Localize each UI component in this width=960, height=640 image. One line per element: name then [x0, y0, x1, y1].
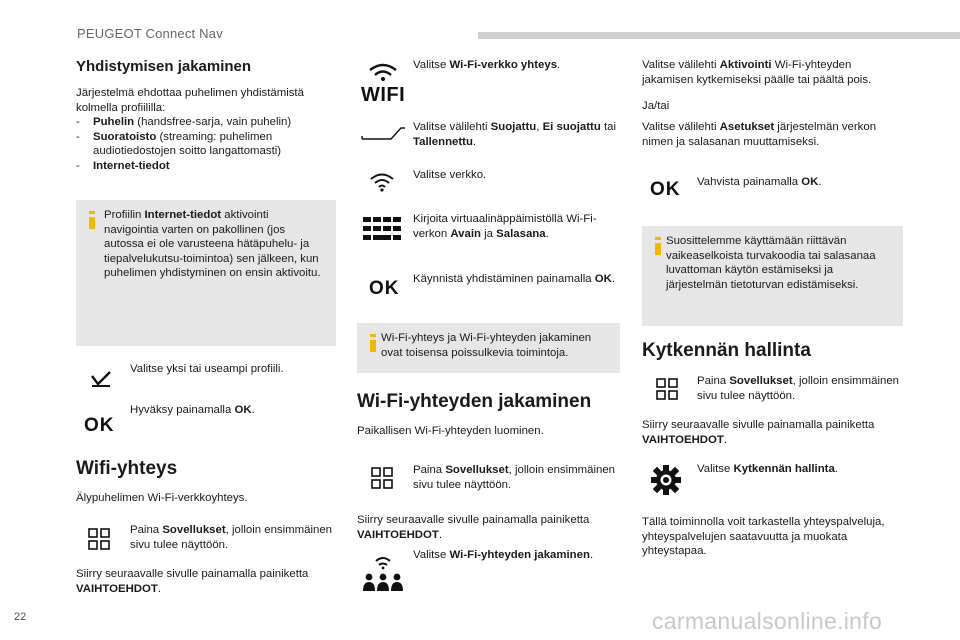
- info-icon: [84, 210, 100, 230]
- step-confirm-ok: Hyväksy painamalla OK.: [130, 404, 255, 416]
- list-item: - Internet-tiedot: [76, 159, 170, 172]
- connection-management-description: Tällä toiminnolla voit tarkastella yhteyspalveluja, yhteyspalvelujen saatavuutta ja muokata yhteystapaa.: [642, 516, 885, 557]
- step-next-page: Siirry seuraavalle sivulle painamalla painiketta VAIHTOEHDOT.: [357, 514, 590, 541]
- apps-grid-icon: [656, 378, 678, 400]
- step-select-wifi-network-connection: Valitse Wi-Fi-verkko yhteys.: [413, 59, 561, 71]
- tab-icon: [361, 126, 405, 140]
- heading-connection-management: Kytkennän hallinta: [642, 340, 811, 361]
- and-or-text: Ja/tai: [642, 100, 670, 112]
- watermark: carmanualsonline.info: [652, 608, 883, 634]
- activation-tab-text: Valitse välilehti Aktivointi Wi-Fi-yhteyden jakamisen kytkemiseksi päälle tai päältä pois.: [642, 59, 872, 86]
- info-icon: [365, 333, 381, 353]
- info-text: Profiilin Internet-tiedot aktivointi navigointia varten on pakollinen (jos autossa ei ole varusteena hätäpuhelu- ja tiepalvelukutsu-toimintoa) sen jälkeen, kun puhelimen yhdistyminen on ensin aktivoitu.: [104, 209, 321, 279]
- step-enter-key-password: Kirjoita virtuaalinäppäimistöllä Wi-Fi-verkon Avain ja Salasana.: [413, 213, 597, 240]
- step-select-network: Valitse verkko.: [413, 169, 487, 181]
- info-box-security-code: [642, 226, 903, 326]
- step-press-apps: Paina Sovellukset, jolloin ensimmäinen sivu tulee näyttöön.: [413, 464, 615, 491]
- step-select-connection-management: Valitse Kytkennän hallinta.: [697, 463, 838, 475]
- heading-connection-sharing: Yhdistymisen jakaminen: [76, 58, 252, 75]
- step-select-tab-security: Valitse välilehti Suojattu, Ei suojattu tai Tallennettu.: [413, 121, 617, 148]
- step-select-wifi-sharing: Valitse Wi-Fi-yhteyden jakaminen.: [413, 549, 594, 561]
- running-header-title: PEUGEOT Connect Nav: [77, 26, 223, 41]
- step-next-page: Siirry seuraavalle sivulle painamalla painiketta VAIHTOEHDOT.: [76, 568, 309, 595]
- apps-grid-icon: [371, 467, 393, 489]
- list-item: - Suoratoisto (streaming: puhelimen audiotiedostojen soitto langattomasti): [76, 130, 282, 157]
- step-press-apps: Paina Sovellukset, jolloin ensimmäinen sivu tulee näyttöön.: [130, 524, 332, 551]
- page-number: 22: [14, 611, 27, 623]
- settings-tab-text: Valitse välilehti Asetukset järjestelmän verkon nimen ja salasanan muuttamiseksi.: [642, 121, 877, 148]
- profiles-intro: Järjestelmä ehdottaa puhelimen yhdistämistä kolmella profiililla:: [76, 87, 304, 114]
- ok-icon: OK: [84, 415, 115, 436]
- info-box-internet-data: [76, 200, 336, 346]
- header-rule: [478, 32, 960, 39]
- apps-grid-icon: [88, 528, 110, 550]
- heading-wifi-connection: Wifi-yhteys: [76, 458, 178, 479]
- info-box-exclusive: [357, 323, 620, 373]
- hotspot-intro: Paikallisen Wi-Fi-yhteyden luominen.: [357, 425, 544, 437]
- step-select-profile: Valitse yksi tai useampi profiili.: [130, 363, 284, 375]
- wifi-icon: [367, 62, 399, 82]
- step-confirm-ok: Vahvista painamalla OK.: [697, 176, 822, 188]
- ok-icon: OK: [650, 179, 681, 200]
- wifi-label-icon: WIFI: [361, 84, 406, 106]
- wifi-sharing-people-icon: [363, 555, 403, 593]
- gear-icon: [650, 464, 682, 496]
- wifi-intro: Älypuhelimen Wi-Fi-verkkoyhteys.: [76, 492, 248, 504]
- heading-wifi-sharing: Wi-Fi-yhteyden jakaminen: [357, 391, 592, 412]
- step-press-apps: Paina Sovellukset, jolloin ensimmäinen sivu tulee näyttöön.: [697, 375, 899, 402]
- step-start-connection-ok: Käynnistä yhdistäminen painamalla OK.: [413, 273, 615, 285]
- list-item: - Puhelin (handsfree-sarja, vain puhelin): [76, 116, 292, 128]
- info-text: Wi-Fi-yhteys ja Wi-Fi-yhteyden jakaminen ovat toisensa poissulkevia toimintoja.: [381, 332, 592, 359]
- profile-list: [76, 115, 338, 173]
- checkmark-icon: [90, 370, 112, 388]
- step-next-page: Siirry seuraavalle sivulle painamalla painiketta VAIHTOEHDOT.: [642, 419, 875, 446]
- info-text: Suosittelemme käyttämään riittävän vaikeaselkoista turvakoodia tai salasanaa luvattoman käytön estämiseksi ja järjestelmän tietoturvan edistämiseksi.: [666, 235, 876, 291]
- keyboard-icon: [363, 217, 403, 241]
- wifi-signal-icon: [369, 172, 395, 192]
- info-icon: [650, 236, 666, 256]
- ok-icon: OK: [369, 278, 400, 299]
